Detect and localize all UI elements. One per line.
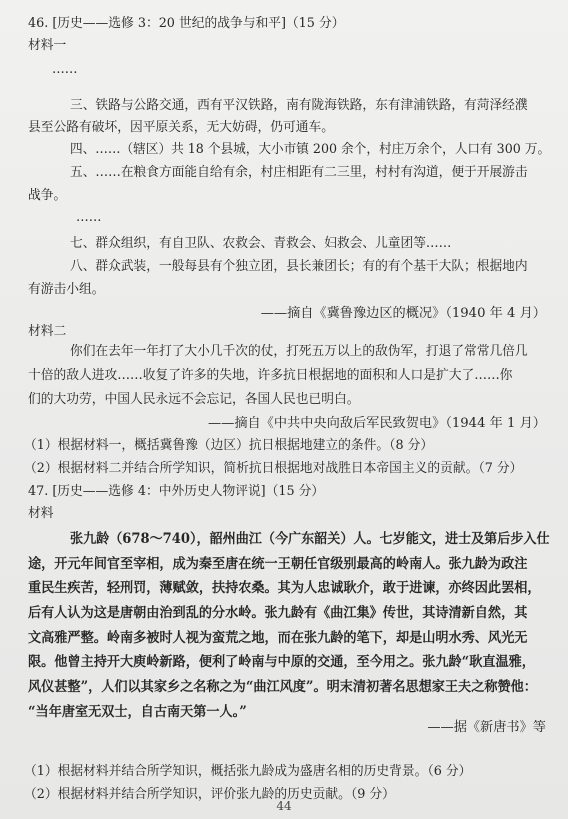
q46-question-1: （1）根据材料一，概括冀鲁豫（边区）抗日根据地建立的条件。（8 分） xyxy=(24,438,434,453)
q46-question-2: （2）根据材料二并结合所学知识，简析抗日根据地对战胜日本帝国主义的贡献。（7 分） xyxy=(24,461,523,476)
q47-material-line: 重民生疾苦，轻刑罚，薄赋敛，扶持农桑。其为人忠诚耿介，敢于进谏，亦终因此罢相， xyxy=(28,580,541,596)
q47-material-line: “当年唐室无双士，自古南天第一人。” xyxy=(28,704,247,720)
material-2-label: 材料二 xyxy=(28,324,67,339)
q47-title: 47. [历史——选修 4：中外历史人物评说]（15 分） xyxy=(28,484,325,499)
material-2-line: 你们在去年一年打了大小几千次的仗，打死五万以上的敌伪军，打退了常常几倍几 xyxy=(70,344,528,359)
q47-material-line: 张九龄（678～740），韶州曲江（今广东韶关）人。七岁能文，进士及第后步入仕 xyxy=(70,531,550,547)
q47-material-line: 风仪甚整”，人们以其家乡之名称之为“曲江风度”。明末清初著名思想家王夫之称赞他： xyxy=(28,679,537,695)
q47-question-1: （1）根据材料并结合所学知识，概括张九龄成为盛唐名相的历史背景。（6 分） xyxy=(24,764,472,779)
material-1-source: ——摘自《冀鲁豫边区的概况》（1940 年 4 月） xyxy=(260,306,546,321)
q47-material-line: 限。他曾主持开大庾岭新路，便利了岭南与中原的交通，至今用之。张九龄“耿直温雅， xyxy=(28,654,535,670)
q47-question-2: （2）根据材料并结合所学知识，评价张九龄的历史贡献。（9 分） xyxy=(24,787,395,802)
q47-source: ——据《新唐书》等 xyxy=(427,720,546,735)
material-1-line: 三、铁路与公路交通，西有平汉铁路，南有陇海铁路，东有津浦铁路，有菏泽经濮 xyxy=(70,98,528,113)
material-1-line: 战争。 xyxy=(28,188,67,203)
q47-material-line: 文高雅严整。岭南多被时人视为蛮荒之地，而在张九龄的笔下，却是山明水秀、风光无 xyxy=(28,630,528,646)
material-2-source: ——摘自《中共中央向敌后军民致贺电》（1944 年 1 月） xyxy=(207,416,546,431)
ellipsis: …… xyxy=(52,62,78,77)
q46-title: 46. [历史——选修 3：20 世纪的战争与和平]（15 分） xyxy=(28,16,345,31)
material-1-label: 材料一 xyxy=(28,38,67,53)
q47-material-line: 后有人认为这是唐朝由治到乱的分水岭。张九龄有《曲江集》传世，其诗清新自然，其 xyxy=(28,605,528,621)
material-2-line: 十倍的敌人进攻……收复了许多的失地，许多抗日根据地的面积和人口是扩大了……你 xyxy=(28,368,513,383)
material-1-line: 有游击小组。 xyxy=(28,282,105,297)
material-1-line: 五、……在粮食方面能自给有余，村庄相距有二三里，村村有沟道，便于开展游击 xyxy=(70,165,528,180)
material-1-line: 八、群众武装，一般每县有个独立团，县长兼团长；有的有个基干大队；根据地内 xyxy=(70,259,528,274)
material-1-line: 四、……（辖区）共 18 个县城，大小市镇 200 余个，村庄万余个，人口有 300 万。 xyxy=(70,142,551,157)
ellipsis: …… xyxy=(76,210,102,225)
q47-material-line: 途，开元年间官至宰相，成为秦至唐在统一王朝任官级别最高的岭南人。张九龄为政注 xyxy=(28,556,528,572)
q47-material-label: 材料 xyxy=(28,506,54,521)
material-1-line: 县至公路有破坏，因平原关系，无大妨碍，仍可通车。 xyxy=(28,120,334,135)
material-1-line: 七、群众组织，有自卫队、农救会、青救会、妇救会、儿童团等…… xyxy=(70,236,452,251)
page-number: 44 xyxy=(276,799,292,813)
material-2-line: 们的大功劳，中国人民永远不会忘记，各国人民也已明白。 xyxy=(28,392,360,407)
